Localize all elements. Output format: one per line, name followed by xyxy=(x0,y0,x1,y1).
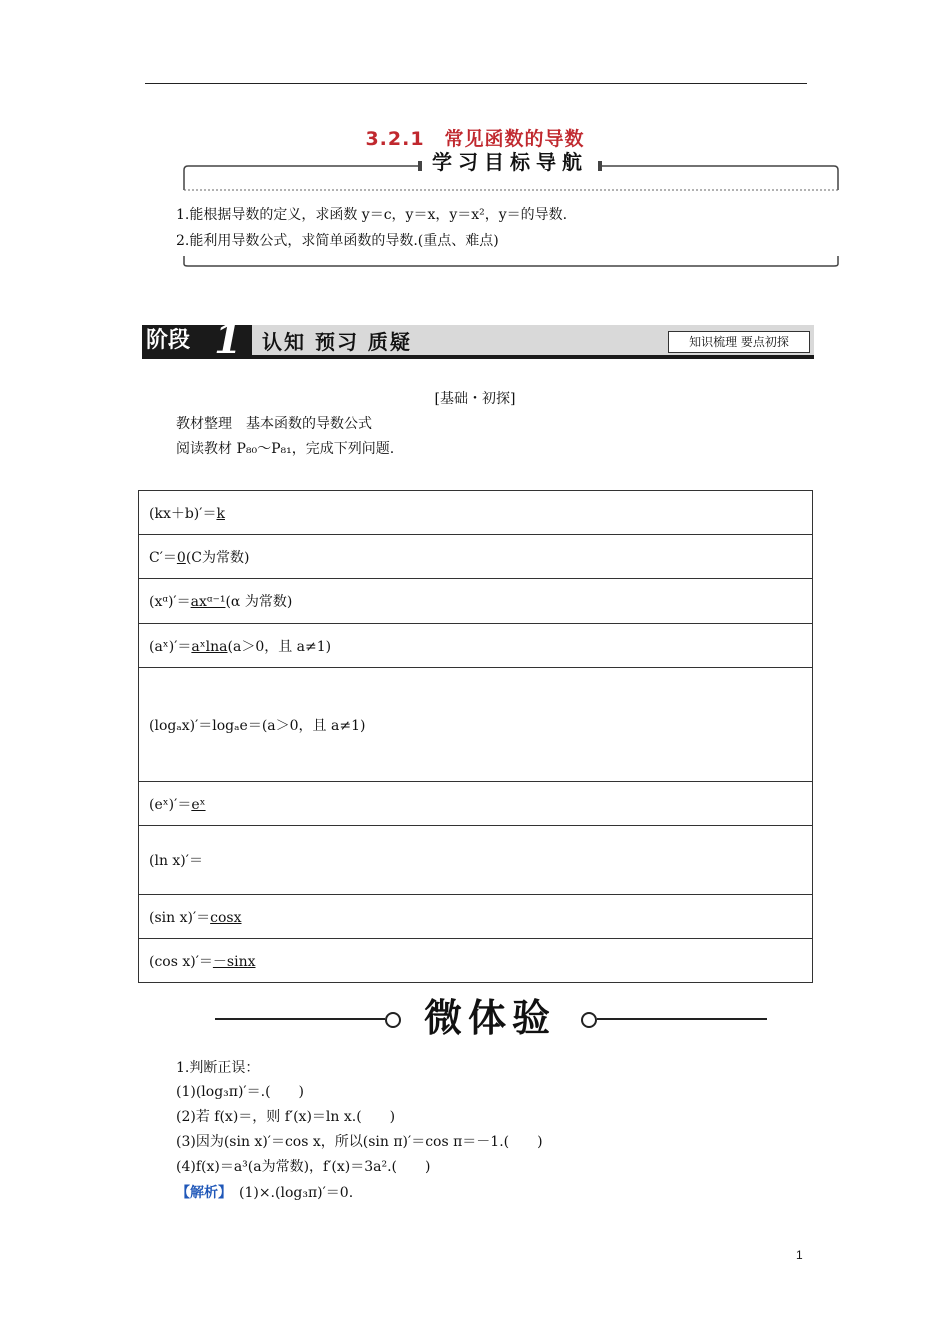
stage-label: 阶段 xyxy=(146,328,191,353)
formula-answer: eˣ xyxy=(191,796,206,813)
micro-rule-left xyxy=(215,1018,385,1020)
top-rule xyxy=(145,83,807,84)
answer-text: (1)×.(log₃π)′＝0. xyxy=(239,1185,354,1201)
formula-answer: aˣlna xyxy=(191,638,228,655)
nav-banner: 学习目标导航 xyxy=(432,150,588,174)
formula-row xyxy=(139,895,813,939)
formula-answer: cosx xyxy=(210,909,242,926)
formula-lhs: (logₐx)′＝logₐe＝(a＞0，且 a≠1) xyxy=(149,717,366,734)
formula-lhs: (cos x)′＝ xyxy=(149,953,213,970)
micro-title: 微体验 xyxy=(423,995,556,1040)
answer-line xyxy=(176,1182,353,1202)
formula-lhs: (ln x)′＝ xyxy=(149,853,203,869)
formula-lhs: (sin x)′＝ xyxy=(149,909,211,926)
page-number: 1 xyxy=(796,1248,803,1262)
question-intro: 1.判断正误： xyxy=(176,1060,260,1076)
basics-heading: [基础・初探] xyxy=(434,391,516,407)
formula-row xyxy=(139,939,813,983)
formula-lhs: C′＝ xyxy=(149,549,177,566)
formula-lhs: (xᵅ)′＝ xyxy=(149,594,191,610)
formula-table xyxy=(138,490,813,983)
answer-label: 【解析】 xyxy=(176,1185,225,1201)
formula-answer: axᵅ⁻¹ xyxy=(190,594,226,610)
formula-answer: 0 xyxy=(176,549,186,566)
formula-row xyxy=(139,491,813,535)
goal-1: 1.能根据导数的定义，求函数 y＝c，y＝x，y＝x²，y＝的导数. xyxy=(176,207,568,223)
question-item: (4)f(x)＝a³(a为常数)，f′(x)＝3a².( ) xyxy=(176,1159,431,1175)
question-item: (3)因为(sin x)′＝cos x，所以(sin π)′＝cos π＝－1.( ) xyxy=(176,1134,543,1150)
formula-answer: k xyxy=(216,505,225,522)
formula-row xyxy=(139,624,813,668)
stage-title: 认知 预习 质疑 xyxy=(262,330,412,354)
micro-circle-right xyxy=(581,1012,597,1028)
formula-row xyxy=(139,826,813,895)
formula-tail: (α 为常数) xyxy=(225,594,293,610)
formula-lhs: (aˣ)′＝ xyxy=(149,638,192,655)
reading-line: 阅读教材 P₈₀～P₈₁，完成下列问题. xyxy=(176,441,395,457)
goal-2: 2.能利用导数公式，求简单函数的导数.(重点、难点) xyxy=(176,233,499,249)
section-title: 3.2.1 常见函数的导数 xyxy=(365,128,585,150)
formula-lhs: (kx＋b)′＝ xyxy=(149,505,217,522)
micro-circle-left xyxy=(385,1012,401,1028)
formula-tail: (a＞0，且 a≠1) xyxy=(227,638,332,655)
formula-row xyxy=(139,668,813,782)
formula-row xyxy=(139,535,813,579)
formula-answer: －sinx xyxy=(212,953,256,970)
question-item: (1)(log₃π)′＝.( ) xyxy=(176,1084,304,1100)
material-line: 教材整理 基本函数的导数公式 xyxy=(176,416,372,432)
stage-tag: 知识梳理 要点初探 xyxy=(668,331,810,353)
formula-row xyxy=(139,579,813,624)
formula-tail: (C为常数) xyxy=(185,549,250,566)
formula-lhs: (eˣ)′＝ xyxy=(149,796,192,813)
formula-row xyxy=(139,782,813,826)
micro-rule-right xyxy=(597,1018,767,1020)
stage-number: 1 xyxy=(214,316,242,363)
question-item: (2)若 f(x)＝，则 f′(x)＝ln x.( ) xyxy=(176,1109,396,1125)
